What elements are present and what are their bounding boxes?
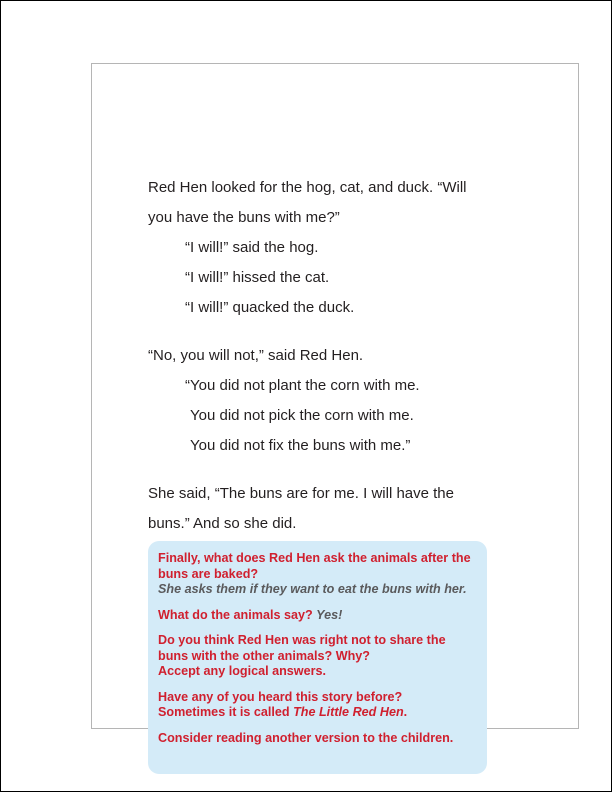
question-text: Have any of you heard this story before?	[158, 689, 403, 704]
story-line: “I will!” said the hog.	[185, 239, 319, 256]
teacher-suggestion	[158, 731, 477, 747]
question-text: Sometimes it is called	[158, 705, 290, 719]
punctuation: .	[403, 705, 408, 719]
teacher-question-1	[158, 551, 477, 598]
story-line: “I will!” quacked the duck.	[185, 299, 355, 316]
teacher-question-4	[158, 690, 477, 721]
story-line: buns.” And so she did.	[148, 515, 297, 532]
story-line: You did not fix the buns with me.”	[190, 437, 411, 454]
story-line: She said, “The buns are for me. I will have the	[148, 485, 454, 502]
suggestion-text: Consider reading another version to the children.	[158, 730, 454, 745]
answer-text: She asks them if they want to eat the buns with her.	[158, 582, 467, 596]
teacher-question-3	[158, 633, 477, 680]
story-text	[148, 173, 494, 539]
story-line: “I will!” hissed the cat.	[185, 269, 330, 286]
story-line: “No, you will not,” said Red Hen.	[148, 347, 364, 364]
answer-text: Accept any logical answers.	[158, 664, 326, 678]
answer-text: Yes!	[316, 607, 343, 622]
story-title: The Little Red Hen	[293, 705, 404, 719]
question-text: What do the animals say?	[158, 607, 313, 622]
story-line: Red Hen looked for the hog, cat, and duck. “Will	[148, 179, 467, 196]
story-line: You did not pick the corn with me.	[190, 407, 414, 424]
question-text: Finally, what does Red Hen ask the animals after the buns are baked?	[158, 551, 471, 581]
story-line: you have the buns with me?”	[148, 209, 340, 226]
story-line: “You did not plant the corn with me.	[185, 377, 420, 394]
teacher-notes-box	[148, 541, 487, 774]
question-text: Do you think Red Hen was right not to share the buns with the other animals? Why?	[158, 633, 446, 663]
teacher-question-2	[158, 608, 477, 624]
